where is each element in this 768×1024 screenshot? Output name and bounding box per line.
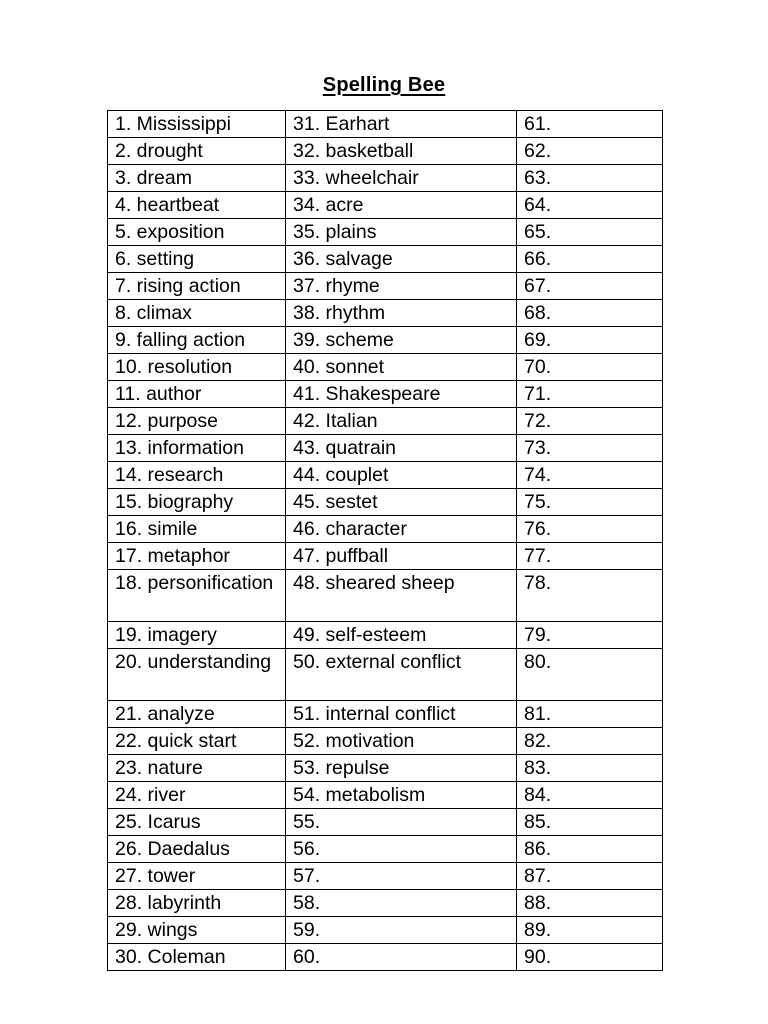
table-row <box>108 435 663 462</box>
table-row <box>108 917 663 944</box>
word-cell-col-1: 7. rising action <box>108 273 286 300</box>
word-cell-col-2: 41. Shakespeare <box>286 381 517 408</box>
word-cell-col-1: 2. drought <box>108 138 286 165</box>
page-title: Spelling Bee <box>322 74 446 96</box>
word-cell-col-3: 65. <box>517 219 663 246</box>
word-cell-col-2: 33. wheelchair <box>286 165 517 192</box>
table-row <box>108 408 663 435</box>
word-cell-col-2: 39. scheme <box>286 327 517 354</box>
word-cell-col-1: 30. Coleman <box>108 944 286 971</box>
word-cell-col-3: 72. <box>517 408 663 435</box>
table-row <box>108 462 663 489</box>
table-row <box>108 570 663 622</box>
table-row <box>108 381 663 408</box>
word-cell-col-1: 23. nature <box>108 755 286 782</box>
word-cell-col-2: 32. basketball <box>286 138 517 165</box>
word-cell-col-3: 77. <box>517 543 663 570</box>
table-row <box>108 300 663 327</box>
word-cell-col-2: 31. Earhart <box>286 111 517 138</box>
table-row <box>108 327 663 354</box>
word-cell-col-1: 25. Icarus <box>108 809 286 836</box>
word-cell-col-2: 35. plains <box>286 219 517 246</box>
table-row <box>108 809 663 836</box>
word-cell-col-1: 21. analyze <box>108 701 286 728</box>
table-row <box>108 543 663 570</box>
word-cell-col-1: 4. heartbeat <box>108 192 286 219</box>
word-cell-col-3: 81. <box>517 701 663 728</box>
word-cell-col-3: 67. <box>517 273 663 300</box>
table-row <box>108 192 663 219</box>
word-cell-col-2: 49. self-esteem <box>286 622 517 649</box>
word-cell-col-3: 78. <box>517 570 663 622</box>
table-row <box>108 246 663 273</box>
table-row <box>108 273 663 300</box>
word-cell-col-3: 62. <box>517 138 663 165</box>
table-row <box>108 836 663 863</box>
word-cell-col-3: 70. <box>517 354 663 381</box>
word-cell-col-2: 44. couplet <box>286 462 517 489</box>
word-cell-col-1: 13. information <box>108 435 286 462</box>
table-row <box>108 782 663 809</box>
word-cell-col-1: 5. exposition <box>108 219 286 246</box>
word-cell-col-1: 10. resolution <box>108 354 286 381</box>
word-cell-col-3: 69. <box>517 327 663 354</box>
word-cell-col-2: 50. external conflict <box>286 649 517 701</box>
word-cell-col-1: 15. biography <box>108 489 286 516</box>
word-cell-col-2: 56. <box>286 836 517 863</box>
word-cell-col-1: 6. setting <box>108 246 286 273</box>
table-row <box>108 863 663 890</box>
word-cell-col-2: 48. sheared sheep <box>286 570 517 622</box>
word-cell-col-1: 14. research <box>108 462 286 489</box>
word-cell-col-2: 58. <box>286 890 517 917</box>
table-row <box>108 489 663 516</box>
table-row <box>108 728 663 755</box>
table-row <box>108 944 663 971</box>
word-cell-col-2: 36. salvage <box>286 246 517 273</box>
word-cell-col-3: 76. <box>517 516 663 543</box>
word-table-body <box>108 111 663 971</box>
word-cell-col-1: 17. metaphor <box>108 543 286 570</box>
word-cell-col-3: 85. <box>517 809 663 836</box>
word-cell-col-3: 82. <box>517 728 663 755</box>
table-row <box>108 354 663 381</box>
word-cell-col-1: 28. labyrinth <box>108 890 286 917</box>
word-cell-col-1: 1. Mississippi <box>108 111 286 138</box>
word-cell-col-1: 26. Daedalus <box>108 836 286 863</box>
word-cell-col-3: 66. <box>517 246 663 273</box>
word-cell-col-3: 71. <box>517 381 663 408</box>
word-cell-col-3: 80. <box>517 649 663 701</box>
word-cell-col-1: 3. dream <box>108 165 286 192</box>
word-cell-col-3: 86. <box>517 836 663 863</box>
word-cell-col-2: 45. sestet <box>286 489 517 516</box>
word-cell-col-1: 16. simile <box>108 516 286 543</box>
word-cell-col-2: 40. sonnet <box>286 354 517 381</box>
word-cell-col-3: 63. <box>517 165 663 192</box>
word-cell-col-2: 51. internal conflict <box>286 701 517 728</box>
word-cell-col-2: 38. rhythm <box>286 300 517 327</box>
table-row <box>108 701 663 728</box>
word-cell-col-3: 79. <box>517 622 663 649</box>
word-cell-col-1: 12. purpose <box>108 408 286 435</box>
word-cell-col-3: 87. <box>517 863 663 890</box>
word-cell-col-2: 37. rhyme <box>286 273 517 300</box>
word-cell-col-3: 90. <box>517 944 663 971</box>
word-cell-col-1: 9. falling action <box>108 327 286 354</box>
word-cell-col-1: 24. river <box>108 782 286 809</box>
word-cell-col-2: 59. <box>286 917 517 944</box>
table-row <box>108 138 663 165</box>
word-cell-col-3: 75. <box>517 489 663 516</box>
word-cell-col-2: 52. motivation <box>286 728 517 755</box>
word-cell-col-3: 64. <box>517 192 663 219</box>
word-cell-col-1: 11. author <box>108 381 286 408</box>
word-cell-col-3: 83. <box>517 755 663 782</box>
word-cell-col-2: 42. Italian <box>286 408 517 435</box>
word-cell-col-2: 60. <box>286 944 517 971</box>
table-row <box>108 890 663 917</box>
word-cell-col-1: 29. wings <box>108 917 286 944</box>
word-cell-col-3: 68. <box>517 300 663 327</box>
word-cell-col-2: 57. <box>286 863 517 890</box>
word-cell-col-3: 73. <box>517 435 663 462</box>
word-cell-col-2: 34. acre <box>286 192 517 219</box>
word-cell-col-2: 43. quatrain <box>286 435 517 462</box>
word-cell-col-1: 22. quick start <box>108 728 286 755</box>
table-row <box>108 516 663 543</box>
word-cell-col-3: 88. <box>517 890 663 917</box>
word-cell-col-3: 89. <box>517 917 663 944</box>
table-row <box>108 755 663 782</box>
table-row <box>108 219 663 246</box>
word-cell-col-2: 46. character <box>286 516 517 543</box>
word-cell-col-1: 27. tower <box>108 863 286 890</box>
word-cell-col-1: 8. climax <box>108 300 286 327</box>
table-row <box>108 649 663 701</box>
table-row <box>108 111 663 138</box>
word-cell-col-3: 84. <box>517 782 663 809</box>
word-cell-col-3: 61. <box>517 111 663 138</box>
word-cell-col-1: 18. personification <box>108 570 286 622</box>
table-row <box>108 165 663 192</box>
word-cell-col-2: 47. puffball <box>286 543 517 570</box>
word-cell-col-2: 53. repulse <box>286 755 517 782</box>
spelling-word-table <box>107 110 663 971</box>
word-cell-col-3: 74. <box>517 462 663 489</box>
word-cell-col-2: 55. <box>286 809 517 836</box>
table-row <box>108 622 663 649</box>
word-cell-col-1: 20. understanding <box>108 649 286 701</box>
word-cell-col-2: 54. metabolism <box>286 782 517 809</box>
word-cell-col-1: 19. imagery <box>108 622 286 649</box>
